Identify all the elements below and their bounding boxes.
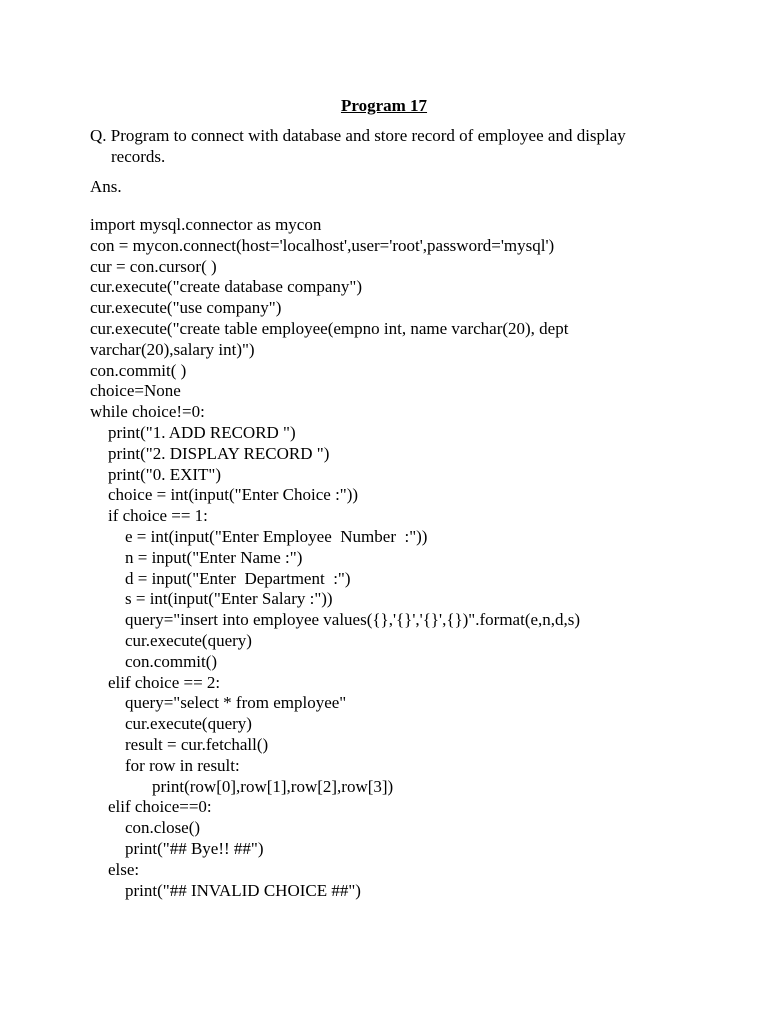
- code-line: cur.execute(query): [125, 714, 252, 734]
- code-line: for row in result:: [125, 755, 240, 775]
- code-line: print("0. EXIT"): [108, 464, 222, 484]
- answer-label: Ans.: [90, 177, 122, 196]
- code-line: s = int(input("Enter Salary :")): [125, 589, 333, 609]
- code-line: e = int(input("Enter Employee Number :")): [125, 526, 428, 546]
- code-line: result = cur.fetchall(): [125, 734, 269, 754]
- code-line: con.commit( ): [90, 360, 187, 380]
- code-line: query="select * from employee": [125, 693, 347, 713]
- code-line: con.commit(): [125, 651, 218, 671]
- code-line: else:: [108, 859, 140, 879]
- code-line: print(row[0],row[1],row[2],row[3]): [152, 776, 394, 796]
- code-line: query="insert into employee values({},'{}','{}',{})".format(e,n,d,s): [125, 610, 581, 630]
- code-line: cur.execute("create database company"): [90, 277, 363, 297]
- code-line: d = input("Enter Department :"): [125, 568, 351, 588]
- code-line: print("2. DISPLAY RECORD "): [108, 443, 330, 463]
- code-line: cur.execute(query): [125, 630, 252, 650]
- code-line: if choice == 1:: [108, 506, 208, 526]
- code-line: con.close(): [125, 818, 201, 838]
- code-line: cur.execute("use company"): [90, 298, 282, 318]
- code-block: [90, 215, 710, 901]
- code-line: elif choice == 2:: [108, 672, 221, 692]
- code-line: import mysql.connector as mycon: [90, 215, 322, 234]
- code-line: choice = int(input("Enter Choice :")): [108, 485, 359, 505]
- code-line: varchar(20),salary int)"): [90, 339, 255, 359]
- question-line-2: records.: [111, 147, 166, 166]
- page-title: Program 17: [340, 96, 428, 115]
- question-text: [90, 125, 690, 167]
- code-line: print("## Bye!! ##"): [125, 838, 264, 858]
- code-line: while choice!=0:: [90, 402, 205, 422]
- code-line: choice=None: [90, 381, 181, 401]
- code-line: con = mycon.connect(host='localhost',user='root',password='mysql'): [90, 235, 555, 255]
- code-line: elif choice==0:: [108, 797, 212, 817]
- code-line: print("## INVALID CHOICE ##"): [125, 880, 361, 900]
- code-line: cur.execute("create table employee(empno int, name varchar(20), dept: [90, 318, 569, 338]
- code-line: n = input("Enter Name :"): [125, 547, 303, 567]
- code-line: cur = con.cursor( ): [90, 256, 217, 276]
- question-line-1: Q. Program to connect with database and store record of employee and display: [90, 126, 626, 145]
- code-line: print("1. ADD RECORD "): [108, 422, 296, 442]
